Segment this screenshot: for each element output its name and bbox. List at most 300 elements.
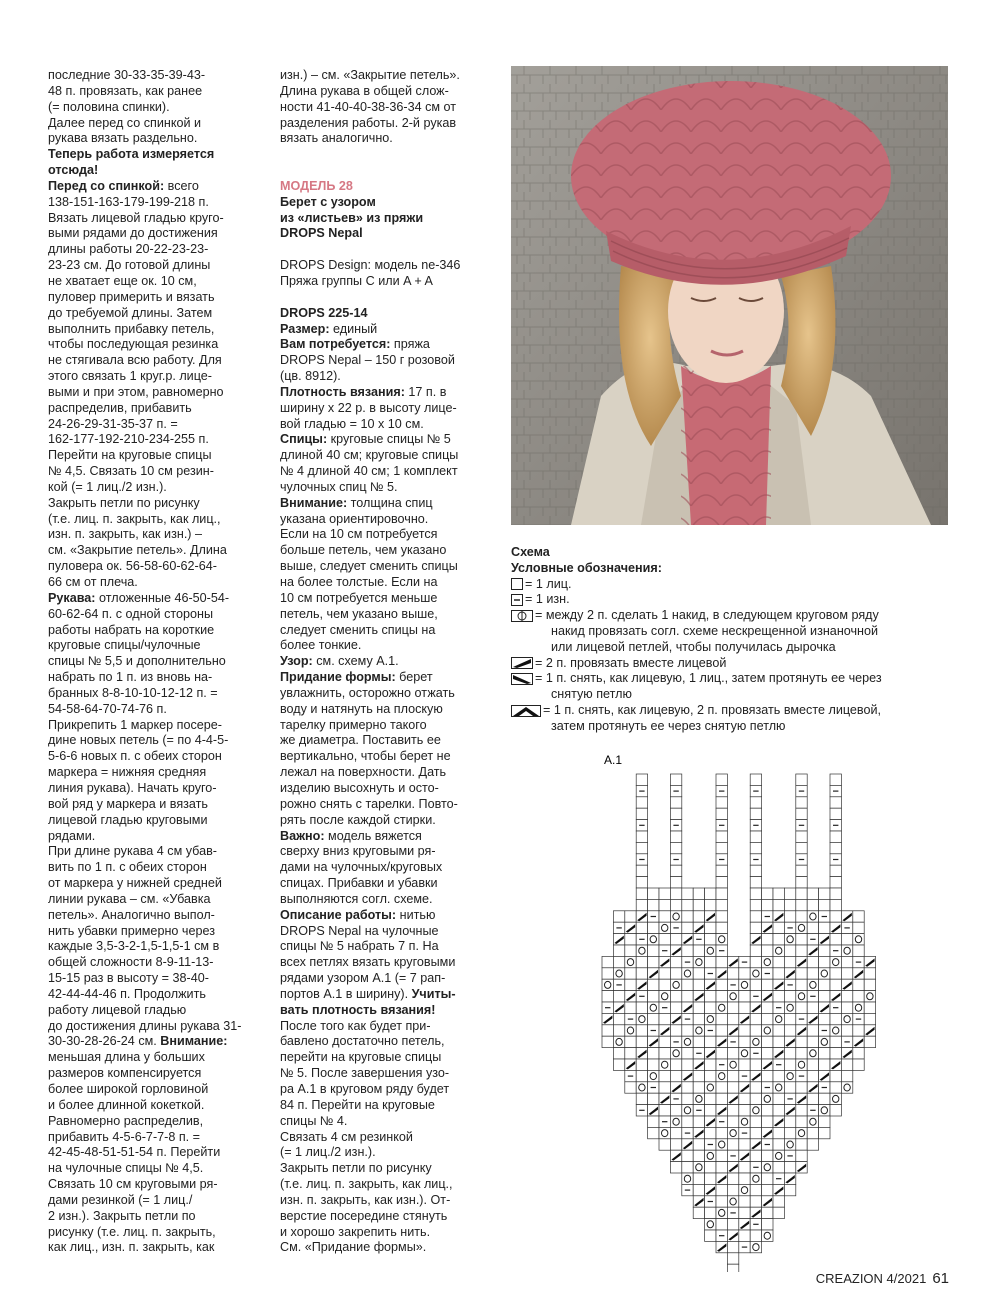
body-text: Прикрепить 1 маркер посере- — [48, 717, 222, 732]
legend-item-text: = 2 п. провязать вместе лицевой — [535, 655, 727, 670]
text-line — [48, 749, 268, 765]
beret-model-photo — [511, 66, 948, 525]
chart-cell — [648, 1093, 659, 1104]
text-line — [280, 607, 500, 623]
text-line — [48, 654, 268, 670]
text-line — [48, 844, 268, 860]
body-text: до требуемой длины. Затем — [48, 305, 213, 320]
legend-item — [511, 577, 951, 593]
legend-item — [511, 608, 951, 624]
chart-cell — [705, 1207, 716, 1218]
chart-cell — [773, 922, 784, 933]
chart-cell — [625, 934, 636, 945]
chart-cell — [796, 979, 807, 990]
chart-cell — [682, 979, 693, 990]
chart-cell — [705, 991, 716, 1002]
bold-label: DROPS Nepal — [280, 226, 363, 241]
text-line — [280, 908, 500, 924]
chart-cell — [693, 1082, 704, 1093]
chart-cell — [819, 888, 830, 899]
body-text: 10 см потребуется меньше — [280, 590, 438, 605]
body-text: 5-6-6 новых п. с обеих сторон — [48, 749, 222, 764]
legend-item — [511, 703, 951, 719]
chart-cell — [773, 1207, 784, 1218]
bold-label: Размер: — [280, 321, 330, 336]
text-line — [280, 369, 500, 385]
chart-cell — [841, 1059, 852, 1070]
legend-item-text: = 1 изн. — [525, 592, 570, 607]
chart-cell — [762, 1116, 773, 1127]
body-text: выше, следует сменить спицы — [280, 559, 458, 574]
text-line — [280, 686, 500, 702]
text-line — [48, 1177, 268, 1193]
body-text: ширину х 22 р. в высоту лице- — [280, 400, 457, 415]
text-line — [280, 654, 500, 670]
chart-cell — [682, 922, 693, 933]
text-line — [48, 163, 268, 179]
chart-cell — [648, 991, 659, 1002]
body-text: увлажнить, осторожно отжать — [280, 685, 455, 700]
chart-cell — [739, 1002, 750, 1013]
text-line — [48, 353, 268, 369]
chart-cell — [762, 1173, 773, 1184]
chart-cell — [739, 1173, 750, 1184]
chart-cell — [682, 1048, 693, 1059]
chart-cell — [727, 968, 738, 979]
text-line — [48, 211, 268, 227]
body-text: пуловер примерить и вязать — [48, 289, 215, 304]
bold-label: DROPS 225-14 — [280, 305, 368, 320]
body-text: Далее перед со спинкой и — [48, 115, 202, 130]
body-text: 162-177-192-210-234-255 п. — [48, 432, 209, 447]
text-line — [48, 448, 268, 464]
chart-cell — [739, 991, 750, 1002]
text-line — [48, 337, 268, 353]
body-text: этого связать 1 круг.р. лице- — [48, 369, 212, 384]
chart-cell — [739, 1025, 750, 1036]
chart-cell — [727, 1241, 738, 1252]
chart-cell — [830, 842, 841, 853]
model-heading: МОДЕЛЬ 28 — [280, 178, 353, 193]
text-line — [280, 1114, 500, 1130]
text-line — [48, 68, 268, 84]
chart-cell — [784, 1048, 795, 1059]
text-line — [48, 226, 268, 242]
text-line — [48, 1145, 268, 1161]
text-line — [48, 1082, 268, 1098]
chart-cell — [625, 1002, 636, 1013]
chart-cell — [762, 1184, 773, 1195]
body-text: бранных 8-8-10-10-12-12 п. = — [48, 685, 218, 700]
body-text: длиной 40 см; круговые спицы — [280, 448, 459, 463]
chart-cell — [613, 1025, 624, 1036]
body-text: рять после каждой стирки. — [280, 812, 436, 827]
body-text: разделения работы. 2-й рукав — [280, 115, 457, 130]
chart-cell — [716, 1162, 727, 1173]
chart-cell — [716, 1184, 727, 1195]
text-line — [48, 971, 268, 987]
body-text: 23-23 см. До готовой длины — [48, 258, 211, 273]
text-line — [48, 131, 268, 147]
body-text: № 5. После завершения узо- — [280, 1066, 450, 1081]
chart-cell — [682, 991, 693, 1002]
text-line — [48, 306, 268, 322]
chart-cell — [864, 1002, 875, 1013]
bold-label: Берет с узором — [280, 194, 376, 209]
body-text: № 4 длиной 40 см; 1 комплект — [280, 464, 458, 479]
chart-cell — [602, 1036, 613, 1047]
text-line — [48, 195, 268, 211]
chart-cell — [682, 1082, 693, 1093]
chart-cell — [670, 1070, 681, 1081]
chart-cell — [784, 1127, 795, 1138]
text-line — [48, 84, 268, 100]
chart-cell — [853, 979, 864, 990]
text-line — [280, 1034, 500, 1050]
chart-cell — [807, 899, 818, 910]
text-line — [280, 623, 500, 639]
body-text: до достижения длины рукава 31- — [48, 1018, 242, 1033]
chart-cell — [625, 911, 636, 922]
bold-label: Описание работы: — [280, 907, 397, 922]
chart-cell — [830, 1048, 841, 1059]
body-text: петель, чем указано выше, — [280, 606, 438, 621]
chart-cell — [716, 1219, 727, 1230]
chart-cell — [716, 1196, 727, 1207]
chart-cell — [830, 934, 841, 945]
body-text: круговые спицы/чулочные — [48, 638, 201, 653]
chart-cell — [682, 1093, 693, 1104]
body-text: изн. п. закрыть, как изн.). От- — [280, 1192, 451, 1207]
text-line — [48, 1240, 268, 1256]
chart-cell — [727, 1253, 738, 1264]
chart-cell — [693, 888, 704, 899]
body-text: Закрыть петли по рисунку — [48, 495, 200, 510]
chart-cell — [796, 1105, 807, 1116]
chart-cell — [807, 922, 818, 933]
chart-cell — [625, 1082, 636, 1093]
text-line — [280, 1050, 500, 1066]
body-text: DROPS Nepal на чулочные — [280, 923, 439, 938]
body-text: длины работы 20-22-23-23- — [48, 242, 209, 257]
chart-cell — [819, 956, 830, 967]
chart-cell — [602, 991, 613, 1002]
body-text: выми рядами до достижения — [48, 226, 218, 241]
text-line — [280, 147, 500, 163]
text-line — [48, 733, 268, 749]
chart-cell — [750, 877, 761, 888]
chart-cell — [853, 1059, 864, 1070]
chart-legend — [511, 545, 951, 735]
chart-cell — [807, 1036, 818, 1047]
text-line — [48, 527, 268, 543]
chart-cell — [819, 1059, 830, 1070]
chart-cell — [773, 1139, 784, 1150]
chart-cell — [739, 1230, 750, 1241]
chart-cell — [773, 991, 784, 1002]
chart-cell — [659, 968, 670, 979]
body-text: выполнить прибавку петель, — [48, 321, 215, 336]
chart-cell — [670, 1162, 681, 1173]
body-text: спицы № 5 набрать 7 п. На — [280, 939, 439, 954]
chart-cell — [705, 1173, 716, 1184]
chart-cell — [807, 968, 818, 979]
text-line — [48, 955, 268, 971]
body-text: петель». Аналогично выпол- — [48, 907, 215, 922]
chart-cell — [739, 968, 750, 979]
chart-cell — [636, 1025, 647, 1036]
body-text: общей сложности 8-9-11-13- — [48, 955, 214, 970]
chart-cell — [636, 797, 647, 808]
body-text: (т.е. лиц. п. закрыть, как лиц., — [48, 511, 221, 526]
bold-label: Узор: — [280, 654, 313, 669]
chart-cell — [830, 1082, 841, 1093]
chart-cell — [853, 1048, 864, 1059]
bold-label: Учиты- — [411, 986, 456, 1001]
chart-cell — [670, 1059, 681, 1070]
text-line — [48, 369, 268, 385]
chart-cell — [716, 922, 727, 933]
chart-cell — [693, 1002, 704, 1013]
chart-cell — [864, 968, 875, 979]
chart-cell — [716, 831, 727, 842]
body-text: более тонкие. — [280, 638, 362, 653]
chart-cell — [830, 911, 841, 922]
text-line — [280, 274, 500, 290]
chart-cell — [648, 945, 659, 956]
chart-cell — [705, 1036, 716, 1047]
text-line — [280, 575, 500, 591]
body-text: от маркера у нижней средней — [48, 876, 222, 891]
text-line — [48, 559, 268, 575]
text-column-middle — [280, 68, 500, 1256]
chart-cell — [773, 1196, 784, 1207]
text-line — [48, 1019, 268, 1035]
chart-cell — [636, 922, 647, 933]
body-text: линия рукава). Начать круго- — [48, 780, 217, 795]
chart-cell — [693, 1139, 704, 1150]
body-text: 24-26-29-31-35-37 п. = — [48, 416, 178, 431]
body-text: сверху вниз круговыми ря- — [280, 844, 436, 859]
chart-cell — [750, 1116, 761, 1127]
body-text: Связать 4 см резинкой — [280, 1129, 413, 1144]
body-text: № 4,5. Связать 10 см резин- — [48, 464, 214, 479]
text-line — [48, 322, 268, 338]
body-text: спицах. Прибавки и убавки — [280, 876, 438, 891]
chart-cell — [750, 1025, 761, 1036]
chart-cell — [613, 1048, 624, 1059]
text-line — [280, 496, 500, 512]
chart-cell — [750, 774, 761, 785]
text-line — [280, 131, 500, 147]
legend-item-text: затем протянуть ее через снятую петлю — [551, 718, 786, 733]
chart-cell — [727, 1105, 738, 1116]
body-text: Закрыть петли по рисунку — [280, 1161, 432, 1176]
text-line — [280, 781, 500, 797]
body-text: портов A.1 в ширину). — [280, 986, 412, 1001]
chart-cell — [819, 1013, 830, 1024]
chart-cell — [648, 956, 659, 967]
body-text: работы набрать на короткие — [48, 622, 215, 637]
chart-cell — [864, 1013, 875, 1024]
body-text: DROPS Nepal – 150 г розовой — [280, 353, 455, 368]
text-line — [280, 797, 500, 813]
chart-cell — [750, 842, 761, 853]
chart-cell — [693, 1116, 704, 1127]
chart-cell — [819, 945, 830, 956]
chart-cell — [670, 956, 681, 967]
body-text: пряжа — [390, 337, 430, 352]
body-text: вить по 1 п. с обеих сторон — [48, 860, 207, 875]
text-line — [280, 860, 500, 876]
chart-cell — [613, 1059, 624, 1070]
chart-cell — [773, 1036, 784, 1047]
chart-cell — [796, 1036, 807, 1047]
chart-cell — [864, 1036, 875, 1047]
text-line — [280, 290, 500, 306]
bold-label: Придание формы: — [280, 670, 396, 685]
chart-cell — [659, 1139, 670, 1150]
body-text: Перейти на круговые спицы — [48, 448, 212, 463]
chart-cell — [750, 865, 761, 876]
body-text: рядами узором A.1 (= 7 рап- — [280, 971, 446, 986]
text-line — [48, 543, 268, 559]
text-line — [48, 1003, 268, 1019]
chart-cell — [682, 899, 693, 910]
chart-cell — [784, 1116, 795, 1127]
text-line — [48, 797, 268, 813]
text-line — [48, 147, 268, 163]
text-line — [48, 607, 268, 623]
chart-cell — [853, 911, 864, 922]
chart-cell — [613, 956, 624, 967]
chart-cell — [739, 1196, 750, 1207]
body-text: линии рукава – см. «Убавка — [48, 891, 211, 906]
body-text: Если на 10 см потребуется — [280, 527, 438, 542]
chart-cell — [727, 1070, 738, 1081]
body-text: см. «Закрытие петель». Длина — [48, 543, 227, 558]
chart-cell — [716, 888, 727, 899]
bold-label: Спицы: — [280, 432, 328, 447]
text-line — [48, 591, 268, 607]
chart-cell — [716, 1082, 727, 1093]
text-line — [48, 908, 268, 924]
body-text: Пряжа группы C или A + A — [280, 273, 433, 288]
text-line — [48, 258, 268, 274]
text-line — [48, 860, 268, 876]
chart-cell — [670, 1139, 681, 1150]
chart-cell — [682, 1059, 693, 1070]
text-line — [48, 464, 268, 480]
chart-cell — [807, 1139, 818, 1150]
chart-cell — [636, 968, 647, 979]
text-line — [48, 1225, 268, 1241]
chart-cell — [796, 1139, 807, 1150]
chart-cell — [819, 1116, 830, 1127]
text-line — [280, 987, 500, 1003]
chart-cell — [648, 899, 659, 910]
chart-cell — [670, 1025, 681, 1036]
chart-cell — [659, 1070, 670, 1081]
text-line — [48, 1130, 268, 1146]
chart-cell — [853, 991, 864, 1002]
body-text: нитью — [396, 907, 436, 922]
body-text: рядами. — [48, 828, 96, 843]
bold-label: Внимание: — [280, 495, 348, 510]
ssk-symbol-icon — [511, 673, 533, 685]
chart-cell — [716, 899, 727, 910]
chart-cell — [716, 842, 727, 853]
chart-cell — [762, 945, 773, 956]
chart-cell — [693, 945, 704, 956]
body-text: Длина рукава в общей слож- — [280, 83, 449, 98]
chart-cell — [784, 1082, 795, 1093]
text-line — [280, 670, 500, 686]
chart-cell — [636, 808, 647, 819]
chart-cell — [807, 1127, 818, 1138]
text-line — [280, 543, 500, 559]
body-text: не хватает еще ок. 10 см, — [48, 273, 197, 288]
chart-cell — [750, 1059, 761, 1070]
chart-cell — [705, 922, 716, 933]
chart-cell — [716, 1048, 727, 1059]
body-text: и более длинной кокеткой. — [48, 1097, 205, 1112]
chart-cell — [796, 1048, 807, 1059]
chart-cell — [796, 888, 807, 899]
body-text: См. «Придание формы». — [280, 1240, 427, 1255]
body-text: берет — [395, 670, 433, 685]
body-text: и хорошо закрепить нить. — [280, 1224, 431, 1239]
chart-cell — [625, 968, 636, 979]
chart-cell — [830, 899, 841, 910]
text-line — [48, 496, 268, 512]
text-line — [280, 385, 500, 401]
chart-cell — [636, 1059, 647, 1070]
text-line — [48, 718, 268, 734]
chart-cell — [830, 877, 841, 888]
chart-cell — [762, 1036, 773, 1047]
body-text: изн. п. закрыть, как изн.) – — [48, 527, 203, 542]
body-text: При длине рукава 4 см убав- — [48, 844, 217, 859]
text-line — [48, 765, 268, 781]
text-line — [280, 258, 500, 274]
chart-cell — [636, 774, 647, 785]
chart-cell — [693, 1173, 704, 1184]
chart-cell — [613, 991, 624, 1002]
chart-cell — [796, 797, 807, 808]
text-line — [48, 100, 268, 116]
chart-cell — [864, 979, 875, 990]
text-line — [280, 179, 500, 195]
chart-cell — [670, 991, 681, 1002]
body-text: дами на чулочных/круговых — [280, 860, 443, 875]
chart-cell — [636, 831, 647, 842]
chart-cell — [716, 991, 727, 1002]
chart-cell — [625, 979, 636, 990]
chart-cell — [773, 1070, 784, 1081]
chart-cell — [693, 1036, 704, 1047]
chart-cell — [796, 865, 807, 876]
chart-cell — [773, 1093, 784, 1104]
text-line — [48, 116, 268, 132]
body-text: последние 30-33-35-39-43- — [48, 68, 206, 82]
body-text: вертикально, чтобы берет не — [280, 749, 451, 764]
body-text: рукава вязать раздельно. — [48, 131, 198, 146]
chart-cell — [636, 1002, 647, 1013]
knit-symbol-icon — [511, 578, 523, 590]
body-text: более широкой горловиной — [48, 1082, 209, 1096]
body-text: толщина спиц — [347, 495, 433, 510]
